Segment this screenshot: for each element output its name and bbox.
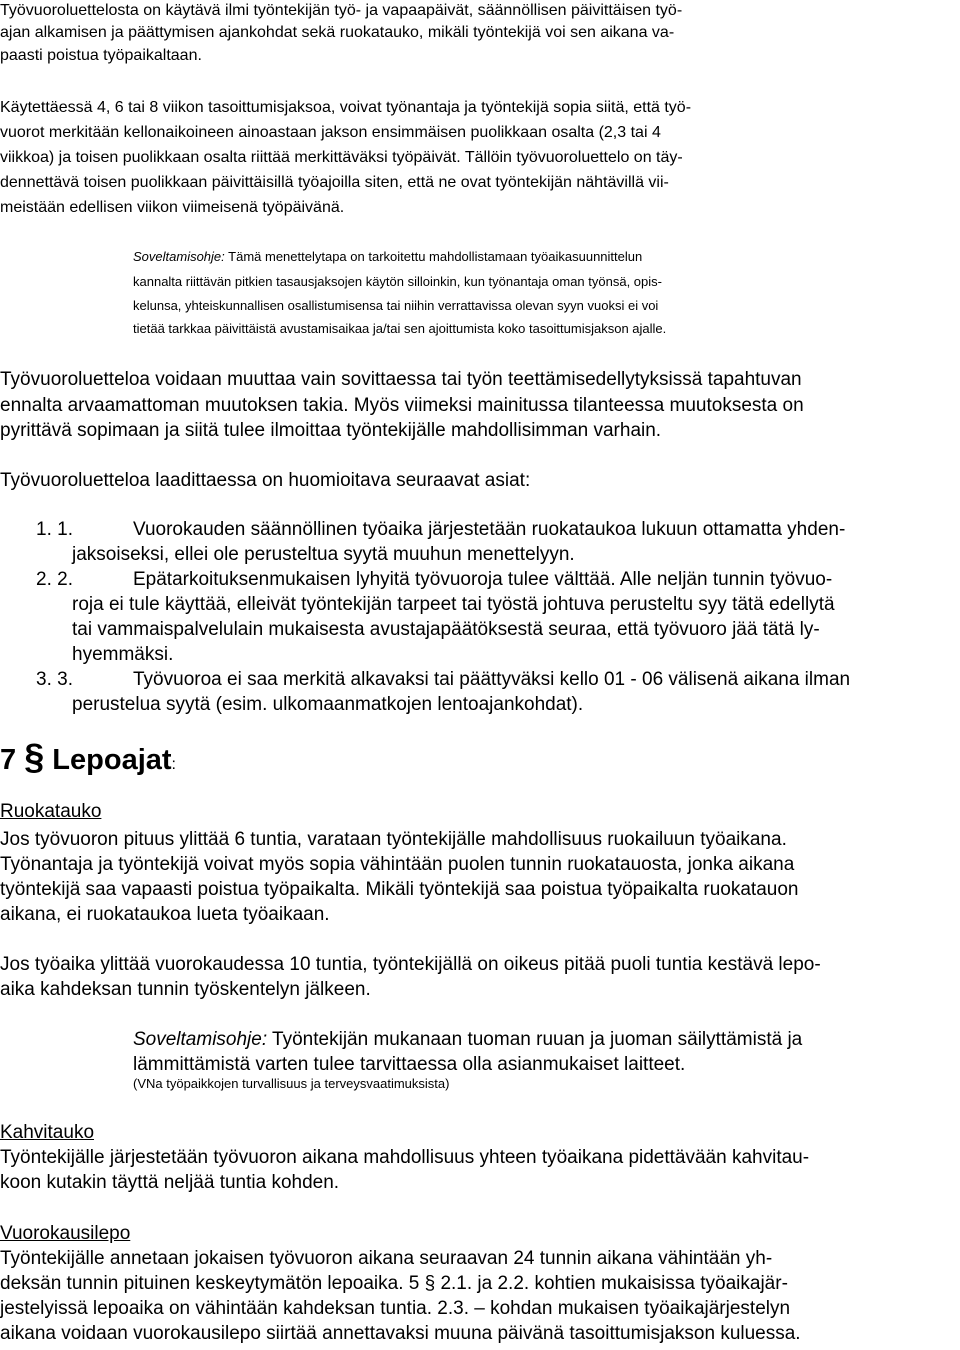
paragraph-line: Työvuoroluetteloa voidaan muuttaa vain sovittaessa tai työn teettämisedellytyksissä tapahtuvan: [0, 369, 802, 390]
section-colon: :: [171, 756, 176, 773]
paragraph-line: Käytettäessä 4, 6 tai 8 viikon tasoittumisjaksoa, voivat työnantaja ja työntekijä sopia siitä, että työ-: [0, 99, 692, 116]
list-item-line: roja ei tule käyttää, elleivät työntekijän tarpeet tai työstä johtuva perusteltu syy tätä edellytä: [72, 594, 835, 615]
paragraph-line: Työnantaja ja työntekijä voivat myös sopia vähintään puolen tunnin ruokatauosta, jonka aikana: [0, 854, 795, 875]
intro-line-1: Työvuoroluettelosta on käytävä ilmi työntekijän työ- ja vapaapäivät, säännöllisen päivittäisen työ-: [0, 2, 683, 19]
guidance-text: Tämä menettelytapa on tarkoitettu mahdollistamaan työaikasuunnittelun: [224, 249, 643, 264]
paragraph-line: dennettävä toisen puolikkaan päivittäisillä työajoilla siten, että ne ovat työntekijän nähtävillä vii-: [0, 174, 669, 191]
guidance-line: kelunsa, yhteiskunnallisen osallistumisensa tai niihin verrattavissa olevan syyn vuoksi ei voi: [133, 298, 659, 313]
paragraph-line: Työntekijälle järjestetään työvuoron aikana mahdollisuus yhteen työaikana pidettävään kahvitau-: [0, 1147, 810, 1168]
guidance-line: [133, 248, 642, 266]
paragraph-line: aika kahdeksan tunnin työskentelyn jälkeen.: [0, 979, 371, 1000]
paragraph-line: deksän tunnin pituinen keskeytymätön lepoaika. 5 § 2.1. ja 2.2. kohtien mukaisissa työaikajär-: [0, 1273, 788, 1294]
intro-line-3: paasti poistua työpaikaltaan.: [0, 47, 202, 64]
subheading-ruokatauko: Ruokatauko: [0, 801, 102, 822]
paragraph-line: pyrittävä sopimaan ja siitä tulee ilmoittaa työntekijälle mahdollisimman varhain.: [0, 420, 662, 441]
list-item-line: Työvuoroa ei saa merkitä alkavaksi tai päättyväksi kello 01 - 06 välisenä aikana ilman: [133, 669, 851, 690]
section-sign: §: [24, 736, 45, 777]
guidance-line: lämmittämistä varten tulee tarvittaessa olla asianmukaiset laitteet.: [133, 1054, 686, 1075]
guidance-label: Soveltamisohje:: [133, 1029, 268, 1050]
section-title: Lepoajat: [52, 744, 172, 776]
paragraph-line: Työvuoroluetteloa laadittaessa on huomioitava seuraavat asiat:: [0, 470, 531, 491]
intro-line-2: ajan alkamisen ja päättymisen ajankohdat sekä ruokatauko, mikäli työntekijä voi sen aikana va-: [0, 24, 675, 41]
guidance-note: (VNa työpaikkojen turvallisuus ja terveysvaatimuksista): [133, 1076, 450, 1091]
list-number: 3. 3.: [36, 669, 73, 690]
guidance-line: tietää tarkkaa päivittäistä avustamisaikaa ja/tai sen ajoittumista koko tasoittumisjakson ajalle.: [133, 321, 667, 336]
list-item-line: perustelua syytä (esim. ulkomaanmatkojen lentoajankohdat).: [72, 694, 584, 715]
paragraph-line: Jos työaika ylittää vuorokaudessa 10 tuntia, työntekijällä on oikeus pitää puoli tuntia kestävä lepo-: [0, 954, 821, 975]
paragraph-line: vuorot merkitään kellonaikoineen ainoastaan jakson ensimmäisen puolikkaan osalta (2,3 tai 4: [0, 124, 661, 141]
subheading-vuorokausilepo: Vuorokausilepo: [0, 1223, 131, 1244]
paragraph-line: Jos työvuoron pituus ylittää 6 tuntia, varataan työntekijälle mahdollisuus ruokailuun työaikana.: [0, 829, 787, 850]
list-item-line: jaksoiseksi, ellei ole perusteltua syytä muuhun menettelyyn.: [72, 544, 575, 565]
guidance-line: kannalta riittävän pitkien tasausjaksojen käytön silloinkin, kun työnantaja oman työnsä, opis-: [133, 274, 662, 289]
list-number: 2. 2.: [36, 569, 73, 590]
paragraph-line: jestelyissä lepoaika on vähintään kahdeksan tuntia. 2.3. – kohdan mukaisen työaikajärjestelyn: [0, 1298, 791, 1319]
paragraph-line: työntekijä saa vapaasti poistua työpaikalta. Mikäli työntekijä saa poistua työpaikalta ruokatauon: [0, 879, 799, 900]
guidance-line: [133, 1028, 802, 1052]
paragraph-line: Työntekijälle annetaan jokaisen työvuoron aikana seuraavan 24 tunnin aikana vähintään yh-: [0, 1248, 773, 1269]
section-heading: [0, 736, 176, 782]
list-item-line: Epätarkoituksenmukaisen lyhyitä työvuoroja tulee välttää. Alle neljän tunnin työvuo-: [133, 569, 833, 590]
subheading-kahvitauko: Kahvitauko: [0, 1122, 95, 1143]
paragraph-line: meistään edellisen viikon viimeisenä työpäivänä.: [0, 199, 345, 216]
section-number: 7: [0, 744, 17, 776]
paragraph-line: ennalta arvaamattoman muutoksen takia. Myös viimeksi mainitussa tilanteessa muutoksesta on: [0, 395, 804, 416]
paragraph-line: koon kutakin täyttä neljää tuntia kohden.: [0, 1172, 340, 1193]
list-item-line: tai vammaispalvelulain mukaisesta avustajapäätöksestä seuraa, että työvuoro jää tätä ly-: [72, 619, 820, 640]
guidance-label: Soveltamisohje:: [133, 249, 225, 264]
list-item-line: Vuorokauden säännöllinen työaika järjestetään ruokataukoa lukuun ottamatta yhden-: [133, 519, 846, 540]
list-item-line: hyemmäksi.: [72, 644, 174, 665]
paragraph-line: aikana, ei ruokataukoa lueta työaikaan.: [0, 904, 330, 925]
list-number: 1. 1.: [36, 519, 73, 540]
guidance-text: Työntekijän mukanaan tuoman ruuan ja juoman säilyttämistä ja: [267, 1029, 803, 1050]
paragraph-line: aikana voidaan vuorokausilepo siirtää annettavaksi muuna päivänä tasoittumisjakson kuluessa.: [0, 1323, 801, 1344]
paragraph-line: viikkoa) ja toisen puolikkaan osalta riittää merkittäväksi työpäivät. Tällöin työvuoroluettelo on täy-: [0, 149, 683, 166]
